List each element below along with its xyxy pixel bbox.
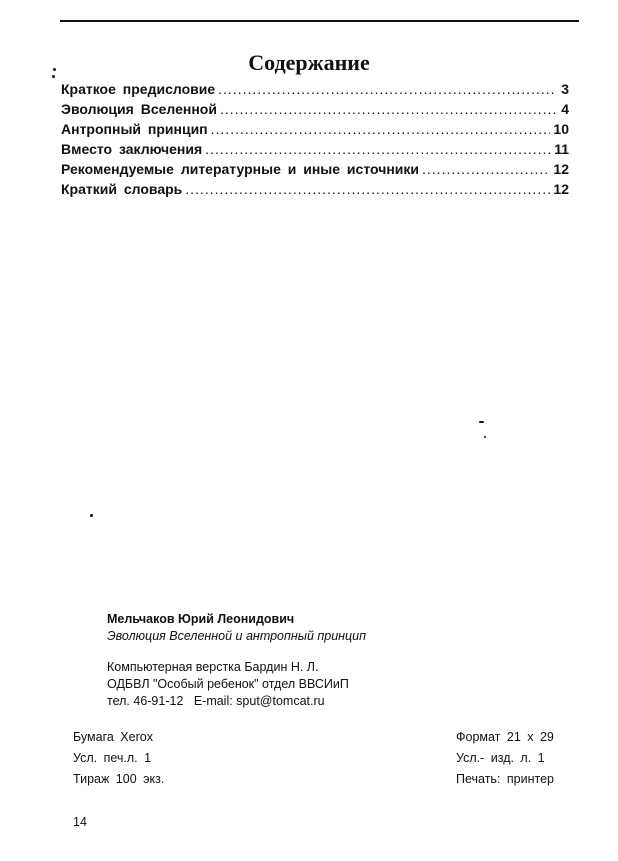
toc-entry-label: Краткий словарь [61,181,183,197]
toc-entry[interactable] [61,141,569,161]
toc-entry-page: 4 [561,101,569,117]
contact-info: тел. 46-91-12 E-mail: sput@tomcat.ru [107,694,325,708]
toc-leader-dots [211,121,551,137]
toc-entry[interactable] [61,121,569,141]
scan-speck [52,75,55,78]
toc-entry-label: Антропный принцип [61,121,208,137]
circulation-info: Тираж 100 экз. [73,772,165,786]
toc-entry-label: Эволюция Вселенной [61,101,217,117]
toc-entry-label: Вместо заключения [61,141,203,157]
toc-entry[interactable] [61,161,569,181]
toc-leader-dots [185,181,550,197]
colophon [107,611,366,710]
toc-leader-dots [422,161,550,177]
author-name: Мельчаков Юрий Леонидович [107,612,295,626]
toc-entry-label: Рекомендуемые литературные и иные источники [61,161,420,177]
toc-entry[interactable] [61,81,569,101]
table-of-contents [61,81,569,201]
toc-leader-dots [205,141,551,157]
page-title: Содержание [248,50,370,75]
toc-entry[interactable] [61,181,569,201]
print-sheets-info: Усл. печ.л. 1 [73,751,152,765]
top-rule [60,20,579,22]
toc-leader-dots [218,81,556,97]
publisher-sheets-info: Усл.- изд. л. 1 [456,751,545,765]
toc-entry-page: 11 [554,141,569,157]
toc-entry-page: 10 [553,121,569,137]
toc-entry-page: 12 [553,161,569,177]
toc-entry-page: 12 [553,181,569,197]
toc-entry-page: 3 [561,81,569,97]
book-title: Эволюция Вселенной и антропный принцип [107,629,367,643]
toc-entry-label: Краткое предисловие [61,81,216,97]
page-number: 14 [73,815,87,829]
scan-speck [484,436,486,438]
imprint-left [73,727,164,790]
scan-speck [479,421,484,423]
format-info: Формат 21 x 29 [456,730,554,744]
scan-speck [90,514,93,517]
paper-info: Бумага Xerox [73,730,153,744]
toc-leader-dots [220,101,556,117]
printing-info: Печать: принтер [456,772,554,786]
department: ОДБВЛ "Особый ребенок" отдел ВВСИиП [107,677,349,691]
toc-entry[interactable] [61,101,569,121]
scan-speck [53,68,56,71]
layout-credit: Компьютерная верстка Бардин Н. Л. [107,660,319,674]
imprint-right [456,727,554,790]
